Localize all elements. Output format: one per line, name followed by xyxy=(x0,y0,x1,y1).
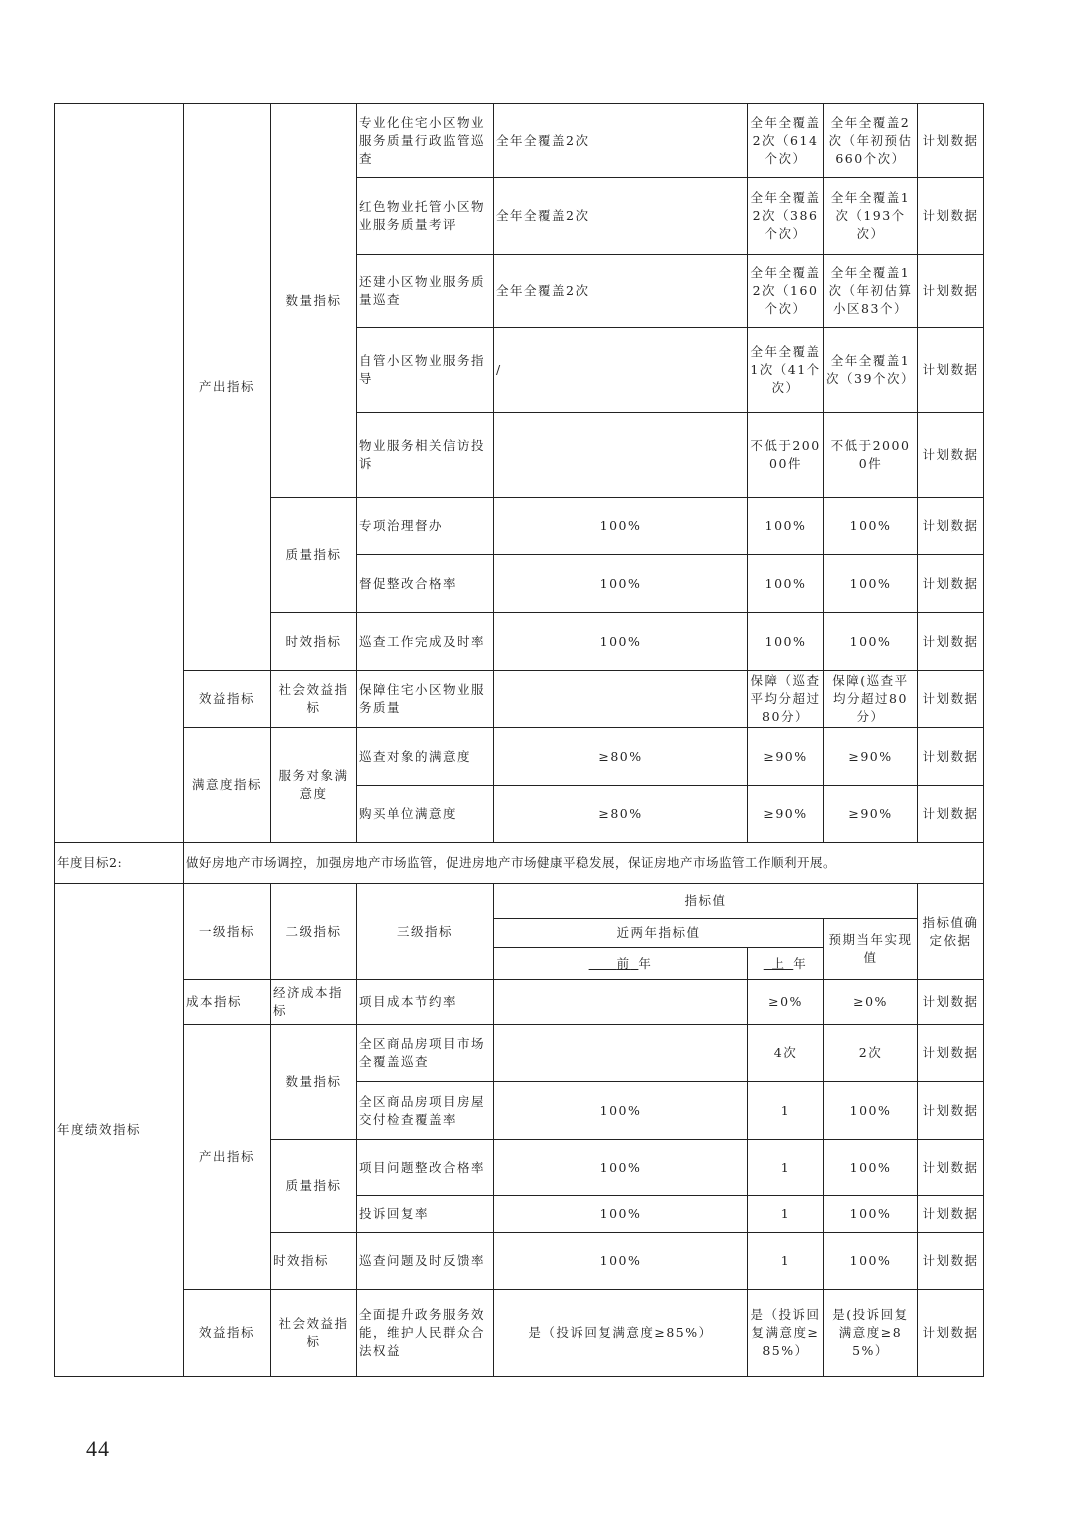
prev-year-value: 100% xyxy=(494,613,748,671)
last-year-value: 不低于20000件 xyxy=(748,413,824,498)
prev-year-underline: 前 xyxy=(616,955,631,971)
level3-indicator: 巡查工作完成及时率 xyxy=(357,613,494,671)
last-year-value: ≥90% xyxy=(748,786,824,843)
level3-indicator: 项目问题整改合格率 xyxy=(357,1140,494,1196)
last-year-value: ≥0% xyxy=(748,980,824,1025)
last-year-value: 全年全覆盖2次（614个次） xyxy=(748,104,824,178)
last-year-value: 全年全覆盖2次（386个次） xyxy=(748,178,824,255)
basis-value: 计划数据 xyxy=(918,671,984,728)
level2-quantity: 数量指标 xyxy=(271,1025,357,1140)
prev-year-value: 100% xyxy=(494,555,748,613)
level2-quality: 质量指标 xyxy=(271,498,357,613)
last-year-value: 1 xyxy=(748,1140,824,1196)
expected-value: 100% xyxy=(824,1233,918,1290)
goal-label: 年度目标2: xyxy=(55,843,184,884)
table-row xyxy=(55,1025,984,1082)
prev-year-value: ≥80% xyxy=(494,786,748,843)
expected-value: 不低于20000件 xyxy=(824,413,918,498)
expected-value: 100% xyxy=(824,613,918,671)
level3-indicator: 专业化住宅小区物业服务质量行政监管巡查 xyxy=(357,104,494,178)
prev-year-value: 100% xyxy=(494,1082,748,1140)
level2-economic-cost: 经济成本指标 xyxy=(271,980,357,1025)
prev-year-value xyxy=(494,980,748,1025)
basis-value: 计划数据 xyxy=(918,1082,984,1140)
level3-indicator: 保障住宅小区物业服务质量 xyxy=(357,671,494,728)
header-row xyxy=(55,884,984,919)
header-last-year: 上 年 xyxy=(748,948,824,980)
expected-value: 2次 xyxy=(824,1025,918,1082)
prev-year-value: 100% xyxy=(494,498,748,555)
level3-indicator: 自管小区物业服务指导 xyxy=(357,328,494,413)
level2-timeliness: 时效指标 xyxy=(271,1233,357,1290)
level3-indicator: 红色物业托管小区物业服务质量考评 xyxy=(357,178,494,255)
basis-value: 计划数据 xyxy=(918,555,984,613)
goal-text: 做好房地产市场调控，加强房地产市场监管，促进房地产市场健康平稳发展，保证房地产市场监管工作顺利开展。 xyxy=(184,843,984,884)
basis-value: 计划数据 xyxy=(918,498,984,555)
last-year-value: 100% xyxy=(748,498,824,555)
basis-value: 计划数据 xyxy=(918,328,984,413)
level2-social-benefit: 社会效益指标 xyxy=(271,1290,357,1377)
expected-value: 是(投诉回复满意度≥85%） xyxy=(824,1290,918,1377)
level3-indicator: 督促整改合格率 xyxy=(357,555,494,613)
basis-value: 计划数据 xyxy=(918,728,984,786)
expected-value: 100% xyxy=(824,1196,918,1233)
basis-value: 计划数据 xyxy=(918,178,984,255)
level2-timeliness: 时效指标 xyxy=(271,613,357,671)
level3-indicator: 巡查对象的满意度 xyxy=(357,728,494,786)
header-basis: 指标值确定依据 xyxy=(918,884,984,980)
level1-satisfaction: 满意度指标 xyxy=(184,728,271,843)
expected-value: ≥0% xyxy=(824,980,918,1025)
expected-value: ≥90% xyxy=(824,728,918,786)
table-row xyxy=(55,104,984,178)
level1-output: 产出指标 xyxy=(184,104,271,671)
level3-indicator: 全面提升政务服务效能，维护人民群众合法权益 xyxy=(357,1290,494,1377)
prev-year-value: 全年全覆盖2次 xyxy=(494,178,748,255)
last-year-value: 100% xyxy=(748,555,824,613)
last-year-value: 1 xyxy=(748,1082,824,1140)
last-year-value: 1 xyxy=(748,1196,824,1233)
prev-year-value: 100% xyxy=(494,1233,748,1290)
last-year-value: 全年全覆盖1次（41个次） xyxy=(748,328,824,413)
last-year-value: ≥90% xyxy=(748,728,824,786)
prev-year-value: 100% xyxy=(494,1196,748,1233)
expected-value: 全年全覆盖1次（39个次） xyxy=(824,328,918,413)
level2-quantity: 数量指标 xyxy=(271,104,357,498)
expected-value: 保障(巡查平均分超过80分） xyxy=(824,671,918,728)
level1-cost: 成本指标 xyxy=(184,980,271,1025)
basis-value: 计划数据 xyxy=(918,1196,984,1233)
level3-indicator: 投诉回复率 xyxy=(357,1196,494,1233)
expected-value: 全年全覆盖1次（193个次） xyxy=(824,178,918,255)
header-indicator-value: 指标值 xyxy=(494,884,918,919)
last-year-underline: 上 xyxy=(771,955,786,971)
level3-indicator: 全区商品房项目市场全覆盖巡查 xyxy=(357,1025,494,1082)
basis-value: 计划数据 xyxy=(918,1233,984,1290)
table-row xyxy=(55,728,984,786)
header-level2: 二级指标 xyxy=(271,884,357,980)
level3-indicator: 购买单位满意度 xyxy=(357,786,494,843)
indicator-table-part2 xyxy=(54,883,984,1377)
expected-value: 100% xyxy=(824,1140,918,1196)
basis-value: 计划数据 xyxy=(918,413,984,498)
table-row xyxy=(55,671,984,728)
prev-year-value xyxy=(494,413,748,498)
last-year-value: 是（投诉回复满意度≥85%） xyxy=(748,1290,824,1377)
prev-year-value: 是（投诉回复满意度≥85%） xyxy=(494,1290,748,1377)
indicator-table-part1 xyxy=(54,103,984,843)
prev-year-value: 100% xyxy=(494,1140,748,1196)
table-row xyxy=(55,1290,984,1377)
level1-output: 产出指标 xyxy=(184,1025,271,1290)
blank-section-cell xyxy=(55,104,184,843)
prev-year-value xyxy=(494,1025,748,1082)
expected-value: 全年全覆盖1次（年初估算小区83个） xyxy=(824,255,918,328)
level3-indicator: 还建小区物业服务质量巡查 xyxy=(357,255,494,328)
header-level3: 三级指标 xyxy=(357,884,494,980)
last-year-value: 全年全覆盖2次（160个次） xyxy=(748,255,824,328)
basis-value: 计划数据 xyxy=(918,104,984,178)
level3-indicator: 全区商品房项目房屋交付检查覆盖率 xyxy=(357,1082,494,1140)
level1-benefit: 效益指标 xyxy=(184,671,271,728)
last-year-value: 4次 xyxy=(748,1025,824,1082)
last-year-value: 1 xyxy=(748,1233,824,1290)
header-expected: 预期当年实现值 xyxy=(824,919,918,980)
header-level1: 一级指标 xyxy=(184,884,271,980)
level2-social-benefit: 社会效益指标 xyxy=(271,671,357,728)
expected-value: ≥90% xyxy=(824,786,918,843)
prev-year-value xyxy=(494,671,748,728)
basis-value: 计划数据 xyxy=(918,1025,984,1082)
section-label: 年度绩效指标 xyxy=(55,884,184,1377)
table-row xyxy=(55,980,984,1025)
basis-value: 计划数据 xyxy=(918,613,984,671)
last-year-value: 保障（巡查平均分超过80分） xyxy=(748,671,824,728)
last-year-value: 100% xyxy=(748,613,824,671)
expected-value: 全年全覆盖2次（年初预估660个次） xyxy=(824,104,918,178)
basis-value: 计划数据 xyxy=(918,1140,984,1196)
level3-indicator: 项目成本节约率 xyxy=(357,980,494,1025)
prev-year-value: 全年全覆盖2次 xyxy=(494,104,748,178)
annual-goal-2 xyxy=(54,842,984,884)
expected-value: 100% xyxy=(824,555,918,613)
level3-indicator: 物业服务相关信访投诉 xyxy=(357,413,494,498)
header-recent-two-years: 近两年指标值 xyxy=(494,919,824,948)
basis-value: 计划数据 xyxy=(918,980,984,1025)
header-prev-year: 前 年 xyxy=(494,948,748,980)
prev-year-value: / xyxy=(494,328,748,413)
expected-value: 100% xyxy=(824,1082,918,1140)
level2-service-satisfaction: 服务对象满意度 xyxy=(271,728,357,843)
page-number: 44 xyxy=(86,1436,110,1461)
prev-year-value: 全年全覆盖2次 xyxy=(494,255,748,328)
expected-value: 100% xyxy=(824,498,918,555)
prev-year-value: ≥80% xyxy=(494,728,748,786)
basis-value: 计划数据 xyxy=(918,1290,984,1377)
level3-indicator: 专项治理督办 xyxy=(357,498,494,555)
level3-indicator: 巡查问题及时反馈率 xyxy=(357,1233,494,1290)
level2-quality: 质量指标 xyxy=(271,1140,357,1233)
basis-value: 计划数据 xyxy=(918,786,984,843)
basis-value: 计划数据 xyxy=(918,255,984,328)
level1-benefit: 效益指标 xyxy=(184,1290,271,1377)
